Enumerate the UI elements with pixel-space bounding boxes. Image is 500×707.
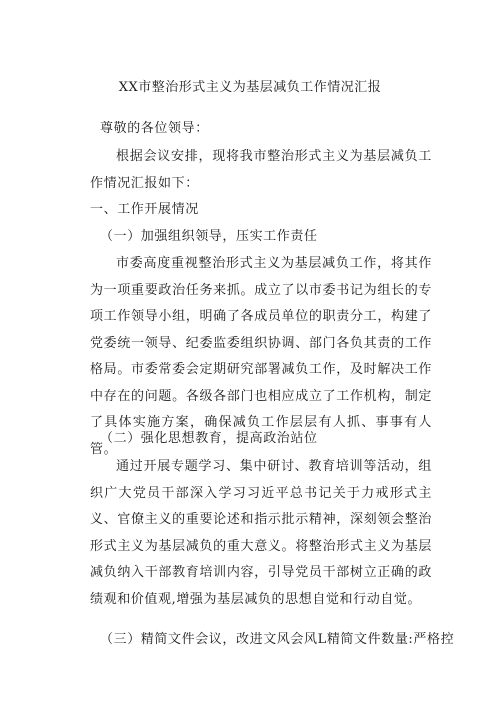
subsection-2-heading: （二）强化思想教育，提高政治站位: [100, 431, 318, 446]
subsection-1-heading: （一）加强组织领导，压实工作责任: [100, 229, 318, 244]
greeting: 尊敬的各位领导：: [100, 121, 209, 136]
intro-paragraph: 根据会议安排，现将我市整治形式主义为基层减负工作情况汇报如下：: [90, 149, 432, 191]
subsection-2-body: 通过开展专题学习、集中研讨、教育培训等活动，组织广大党员干部深入学习习近平总书记关于力戒形式主义、官僚主义的重要论述和指示批示精神，深刻领会整治形式主义为基层减负的重大意义。将整治形式主义为基层减负纳入干部教育培训内容，引导党员干部树立正确的政绩观和价值观,增强为基层减负的思想自觉和行动自觉。: [90, 459, 432, 607]
subsection-1-body: 市委高度重视整治形式主义为基层减负工作，将其作为一项重要政治任务来抓。成立了以市委书记为组长的专项工作领导小组，明确了各成员单位的职责分工，构建了党委统一领导、纪委监委组织协调、部门各负其责的工作格局。市委常委会定期研究部署减负工作，及时解决工作中存在的问题。各级各部门也相应成立了工作机构，制定了具体实施方案，确保减负工作层层有人抓、事事有人管。: [90, 256, 432, 457]
section-1-heading: 一、工作开展情况: [90, 202, 199, 217]
subsection-3-heading: （三）精简文件会议，改进文风会风L精简文件数量:严格控: [100, 632, 455, 647]
document-title: XX市整治形式主义为基层减负工作情况汇报: [118, 80, 382, 95]
